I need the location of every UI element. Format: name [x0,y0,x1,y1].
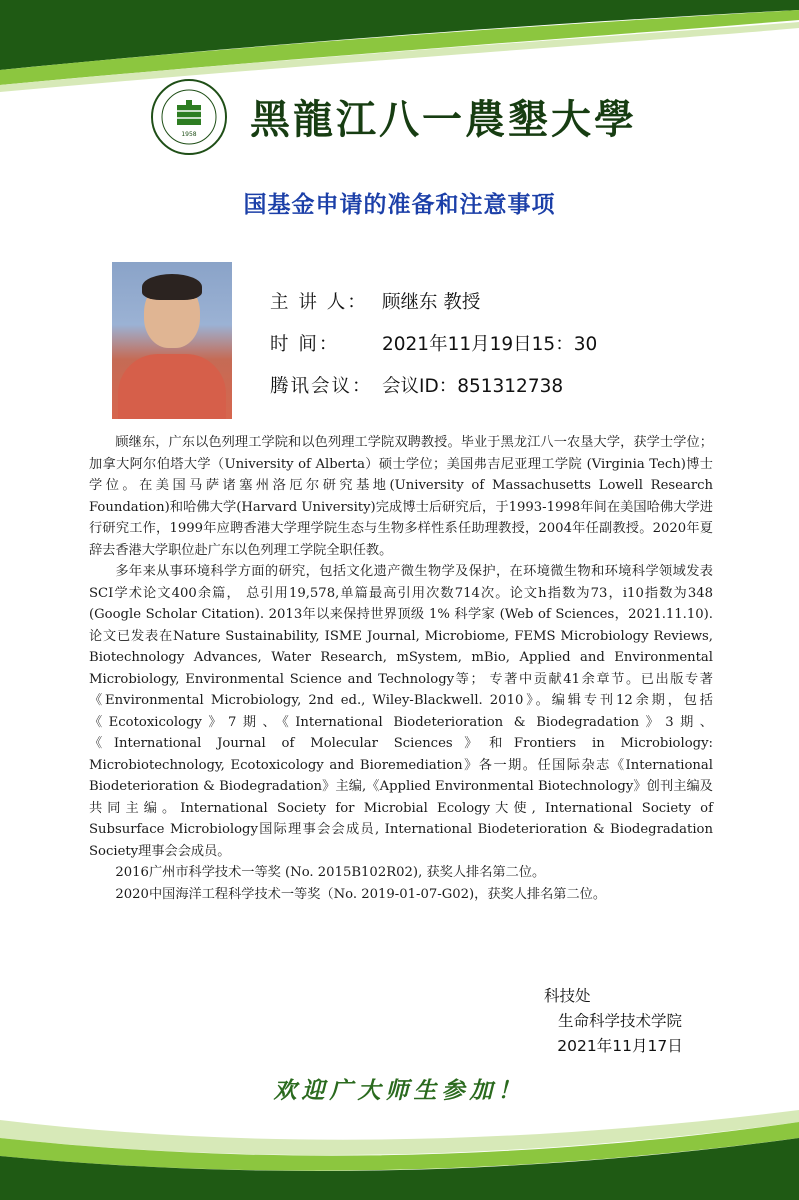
speaker-label: 主 讲 人： [270,292,368,313]
speaker-value: 顾继东 教授 [382,292,481,313]
speaker-row [270,282,597,324]
speaker-photo [112,262,232,419]
speaker-biography [89,432,713,905]
time-label: 时 间： [270,334,340,355]
organizer-signoff [520,984,720,1059]
bio-paragraph: 2020中国海洋工程科学技术一等奖（No. 2019-01-07-G02)，获奖人排名第二位。 [115,886,607,902]
notice-date: 2021年11月17日 [557,1037,683,1055]
bio-paragraph: 顾继东，广东以色列理工学院和以色列理工学院双聘教授。毕业于黑龙江八一农垦大学，获学士学位；加拿大阿尔伯塔大学（University of Alberta）硕士学位；美国弗吉尼亚理工学院 (Virginia Tech)博士学位。在美国马萨诸塞州洛厄尔研究基地(University of Massachusetts Lowell Research Foundation)和哈佛大学(Harvard University)完成博士后研究后，于1993-1998年间在美国哈佛大学进行研究工作，1999年应聘香港大学理学院生态与生物多样性系任助理教授，2004年任副教授。2020年夏辞去香港大学职位赴广东以色列理工学院全职任教。 [89,435,713,558]
welcome-slogan: 欢迎广大师生参加！ [273,1077,526,1104]
bio-paragraph: 2016广州市科学技术一等奖 (No. 2015B102R02), 获奖人排名第二位。 [115,865,546,880]
meeting-label: 腾讯会议： [270,376,373,397]
time-value: 2021年11月19日15：30 [382,334,598,355]
meeting-value: 会议ID：851312738 [382,376,564,397]
university-header [150,78,637,158]
seal-year: 1958 [181,131,197,138]
bio-paragraph: 多年来从事环境科学方面的研究，包括文化遗产微生物学及保护，在环境微生物和环境科学领域发表SCI学术论文400余篇， 总引用19,578,单篇最高引用次数714次。论文h指数为73，i10指数为348 (Google Scholar Citation). 2013年以来保持世界顶级 1% 科学家 (Web of Sciences，2021.11.10).论文已发表在Nature Sustainability, ISME Journal, Microbiome, FEMS Microbiology Reviews, Biotechnology Advances, Water Research, mSystem, mBio, Applied and Environmental Microbiology, Environmental Science and Technology等； 专著中贡献41余章节。已出版专著《Environmental Microbiology, 2nd ed., Wiley-Blackwell. 2010》。编辑专刊12余期，包括《Ecotoxicology》7期、《International Biodeterioration & Biodegradation》3期、《International Journal of Molecular Sciences》和Frontiers in Microbiology: Microbiotechnology, Ecotoxicology and Bioremediation》各一期。任国际杂志《International Biodeterioration & Biodegradation》主编,《Applied Environmental Biotechnology》创刊主编及共同主编。International Society for Microbial Ecology大使, International Society of Subsurface Microbiology国际理事会会成员, International Biodeterioration & Biodegradation Society理事会会成员。 [89,564,713,859]
organizer-dept-2: 生命科学技术学院 [557,1012,682,1030]
lecture-title: 国基金申请的准备和注意事项 [243,192,556,218]
time-row [270,324,597,366]
organizer-dept-1: 科技处 [544,987,591,1005]
university-seal-logo [150,78,228,156]
university-name: 黑龍江八一農墾大學 [250,96,637,143]
bottom-green-wave-decoration [0,1090,799,1200]
meeting-row [270,366,597,408]
lecture-info [270,282,597,408]
